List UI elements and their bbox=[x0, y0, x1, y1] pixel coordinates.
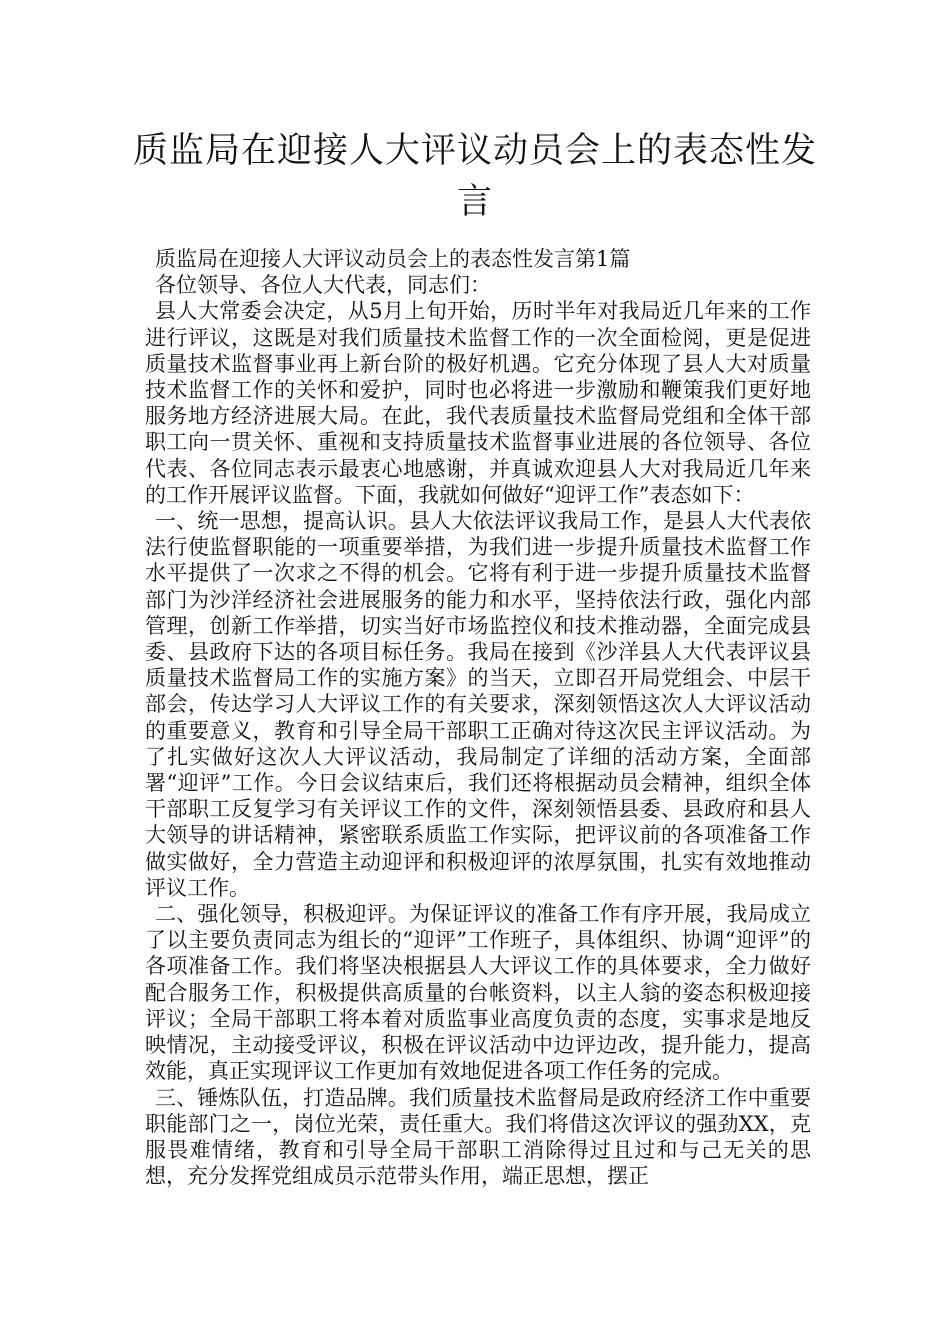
body-paragraph: 一、统一思想，提高认识。县人大依法评议我局工作，是县人大代表依法行使监督职能的一项重要举措，为我们进一步提升质量技术监督工作水平提供了一次求之不得的机会。它将有利于进一步提升质量技术监督部门为沙洋经济社会进展服务的能力和水平，坚持依法行政，强化内部管理，创新工作举措，切实当好市场监控仪和技术推动器，全面完成县委、县政府下达的各项目标任务。我局在接到《沙洋县人大代表评议县质量技术监督局工作的实施方案》的当天，立即召开局党组会、中层干部会，传达学习人大评议工作的有关要求，深刻领悟这次人大评议活动的重要意义，教育和引导全局干部职工正确对待这次民主评议活动。为了扎实做好这次人大评议活动，我局制定了详细的活动方案，全面部署“迎评”工作。今日会议结束后，我们还将根据动员会精神，组织全体干部职工反复学习有关评议工作的文件，深刻领悟县委、县政府和县人大领导的讲话精神，紧密联系质监工作实际，把评议前的各项准备工作做实做好，全力营造主动迎评和积极迎评的浓厚氛围，扎实有效地推动评议工作。 bbox=[145, 509, 811, 900]
document-body bbox=[145, 246, 811, 1189]
body-paragraph: 县人大常委会决定，从5月上旬开始，历时半年对我局近几年来的工作进行评议，这既是对我们质量技术监督工作的一次全面检阅，更是促进质量技术监督事业再上新台阶的极好机遇。它充分体现了县人大对质量技术监督工作的关怀和爱护，同时也必将进一步激励和鞭策我们更好地服务地方经济进展大局。在此，我代表质量技术监督局党组和全体干部职工向一贯关怀、重视和支持质量技术监督事业进展的各位领导、各位代表、各位同志表示最衷心地感谢，并真诚欢迎县人大对我局近几年来的工作开展评议监督。下面，我就如何做好“迎评工作”表态如下： bbox=[145, 299, 811, 507]
salutation: 各位领导、各位人大代表，同志们： bbox=[155, 273, 491, 298]
body-paragraph: 三、锤炼队伍，打造品牌。我们质量技术监督局是政府经济工作中重要职能部门之一，岗位光荣，责任重大。我们将借这次评议的强劲XX，克服畏难情绪，教育和引导全局干部职工消除得过且过和与己无关的思想，充分发挥党组成员示范带头作用，端正思想，摆正 bbox=[145, 1085, 811, 1189]
document-title: 质监局在迎接人大评议动员会上的表态性发言 bbox=[132, 131, 817, 222]
body-paragraph: 二、强化领导，积极迎评。为保证评议的准备工作有序开展，我局成立了以主要负责同志为组长的“迎评”工作班子，具体组织、协调“迎评”的各项准备工作。我们将坚决根据县人大评议工作的具体要求，全力做好配合服务工作，积极提供高质量的台帐资料，以主人翁的姿态积极迎接评议；全局干部职工将本着对质监事业高度负责的态度，实事求是地反映情况，主动接受评议，积极在评议活动中边评边改，提升能力，提高效能，真正实现评议工作更加有效地促进各项工作任务的完成。 bbox=[145, 902, 811, 1084]
article-heading: 质监局在迎接人大评议动员会上的表态性发言第1篇 bbox=[155, 247, 631, 271]
